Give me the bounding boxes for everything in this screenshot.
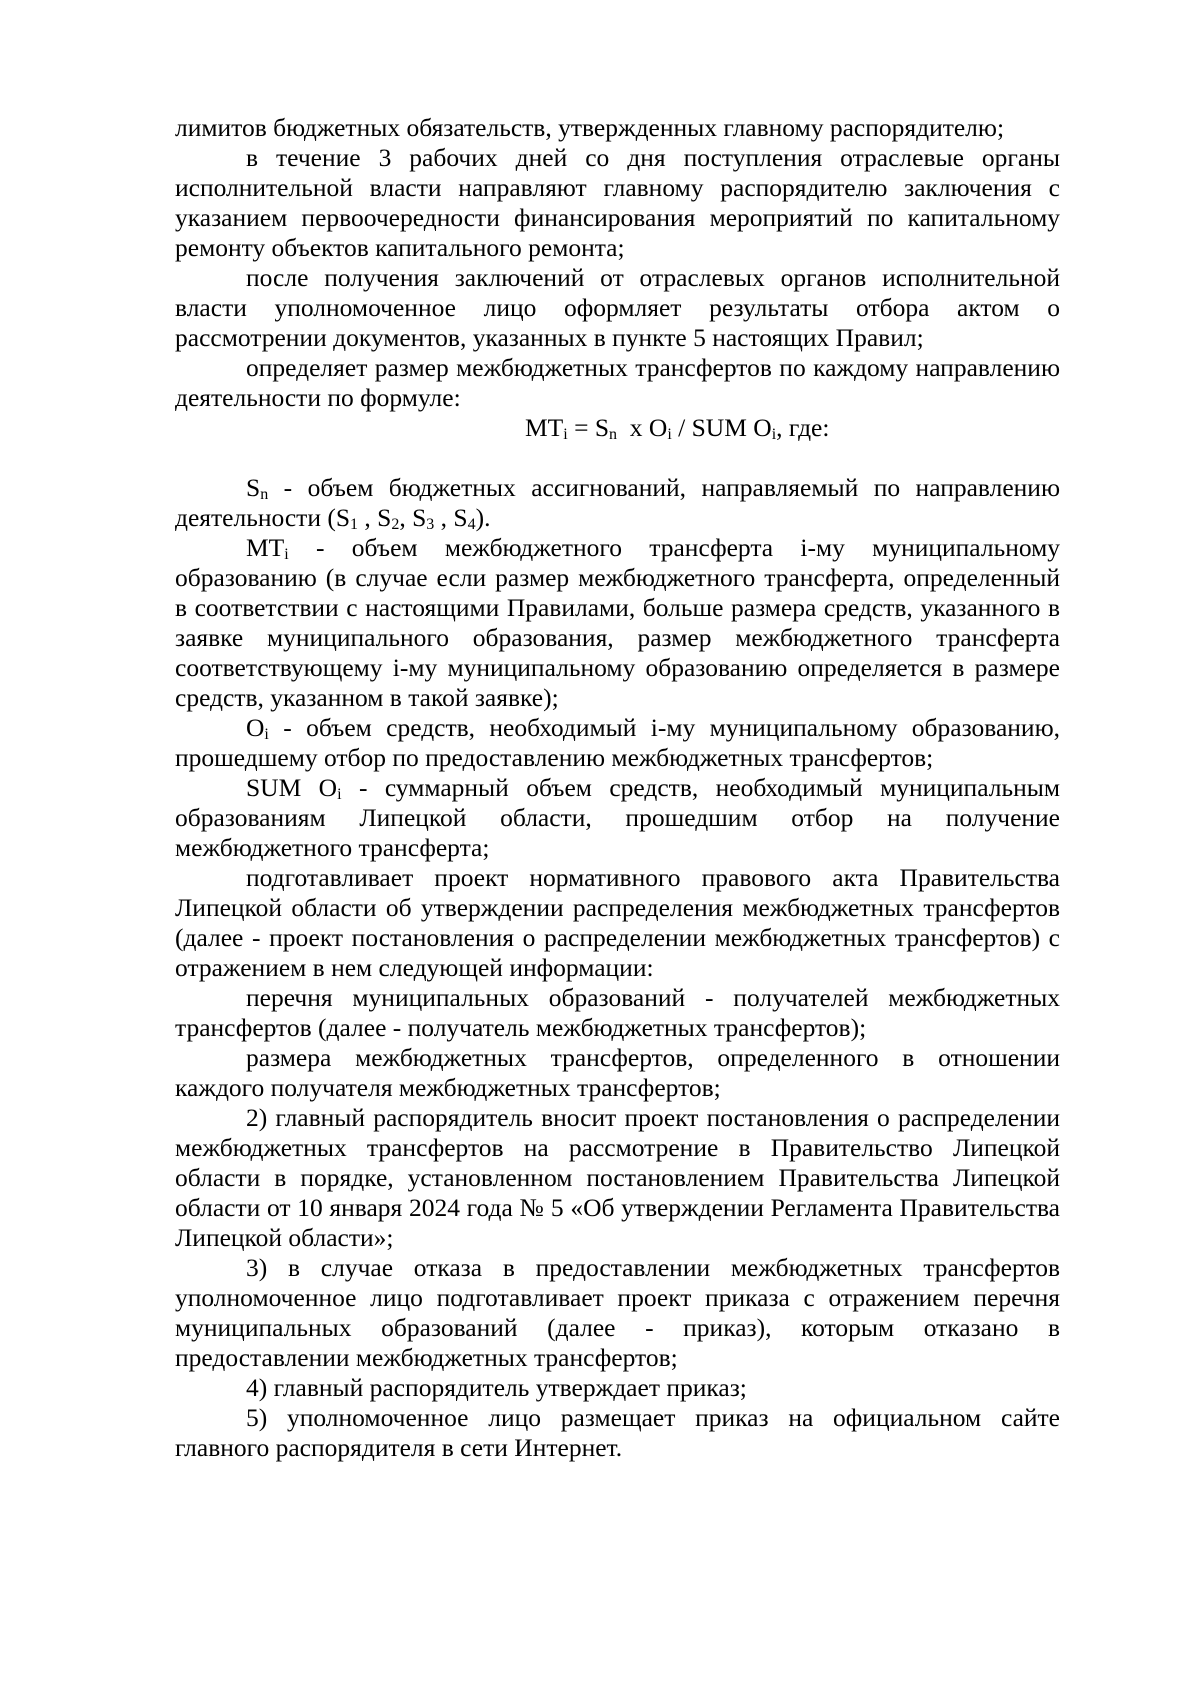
document-page — [175, 113, 1060, 1463]
definition-oi: $O_i$ - объем средств, необходимый i-му муниципальному образованию, прошедшему отбор по предоставлению межбюджетных трансфертов; — [175, 713, 1060, 772]
paragraph-transfer-size: размера межбюджетных трансфертов, определенного в отношении каждого получателя межбюджетных трансфертов; — [175, 1043, 1060, 1102]
paragraph-formula-intro: определяет размер межбюджетных трансфертов по каждому направлению деятельности по формуле: — [175, 353, 1060, 412]
paragraph-selection-act: после получения заключений от отраслевых органов исполнительной власти уполномоченное лицо оформляет результаты отбора актом о рассмотрении документов, указанных в пункте 5 настоящих Правил; — [175, 263, 1060, 352]
paragraph-conclusions: в течение 3 рабочих дней со дня поступления отраслевые органы исполнительной власти направляют главному распорядителю заключения с указанием первоочередности финансирования мероприятий по капитальному ремонту объектов капитального ремонта; — [175, 143, 1060, 262]
definition-sn: $S_n$ - объем бюджетных ассигнований, направляемый по направлению деятельности ($S_1$ , $S_2$, $S_3$ , $S_4$). — [175, 473, 1060, 533]
paragraph-limits: лимитов бюджетных обязательств, утвержденных главному распорядителю; — [175, 113, 1005, 142]
paragraph-item-4: 4) главный распорядитель утверждает приказ; — [246, 1373, 747, 1402]
paragraph-recipients-list: перечня муниципальных образований - получателей межбюджетных трансфертов (далее - получатель межбюджетных трансфертов); — [175, 983, 1060, 1042]
definition-sum-oi: SUM $O_i$ - суммарный объем средств, необходимый муниципальным образованиям Липецкой области, прошедшим отбор на получение межбюджетного трансферта; — [175, 773, 1061, 862]
definition-mti: $MT_i$ - объем межбюджетного трансферта i-му муниципальному образованию (в случае если размер межбюджетного трансферта, определенный в соответствии с настоящими Правилами, больше размера средств, указанного в заявке муниципального образования, размер межбюджетного трансферта соответствующему i-му муниципальному образованию определяется в размере средств, указанном в такой заявке); — [175, 533, 1060, 712]
paragraph-item-3: 3) в случае отказа в предоставлении межбюджетных трансфертов уполномоченное лицо подготавливает проект приказа с отражением перечня муниципальных образований (далее - приказ), которым отказано в предоставлении межбюджетных трансфертов; — [175, 1253, 1060, 1372]
formula: $MT_i = S_n$ x $O_i$ / SUM $O_i$, где: — [525, 413, 830, 443]
paragraph-item-5: 5) уполномоченное лицо размещает приказ на официальном сайте главного распорядителя в сети Интернет. — [175, 1403, 1060, 1462]
paragraph-item-2: 2) главный распорядитель вносит проект постановления о распределении межбюджетных трансфертов на рассмотрение в Правительство Липецкой области в порядке, установленном постановлением Правительства Липецкой области от 10 января 2024 года № 5 «Об утверждении Регламента Правительства Липецкой области»; — [175, 1103, 1060, 1252]
paragraph-draft-act: подготавливает проект нормативного правового акта Правительства Липецкой области об утверждении распределения межбюджетных трансфертов (далее - проект постановления о распределении межбюджетных трансфертов) с отражением в нем следующей информации: — [175, 863, 1060, 982]
